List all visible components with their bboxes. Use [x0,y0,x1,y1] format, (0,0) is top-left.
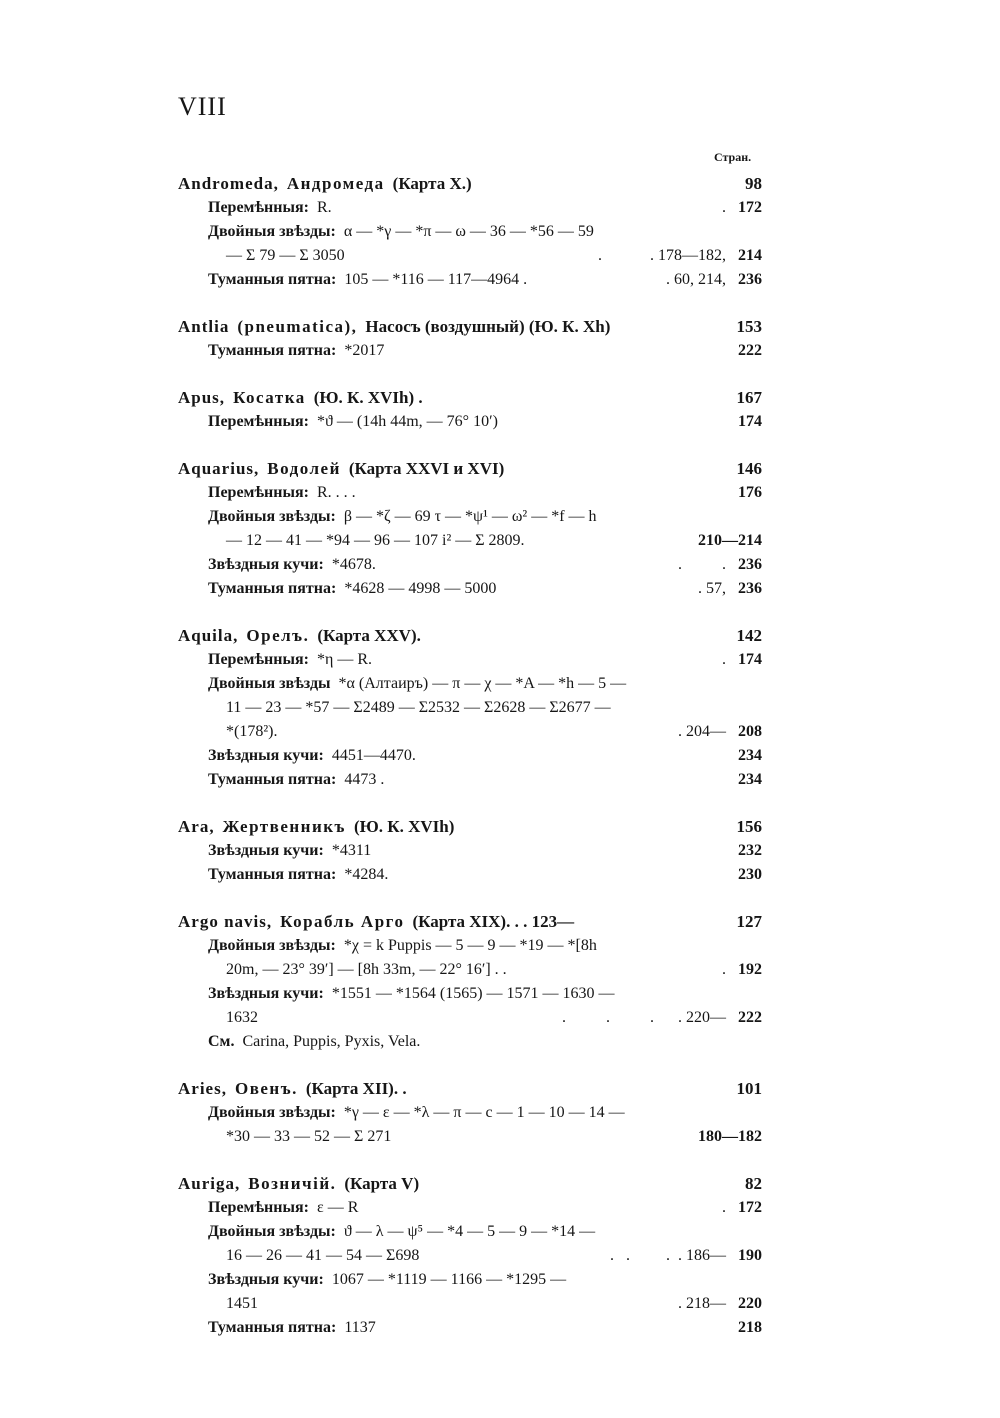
entry-line [178,1292,762,1316]
line-text: *ϑ — (14h 44m, — 76° 10′) [316,413,498,430]
chart-reference: (Карта V) [344,1174,420,1193]
page-reference: 230 [738,866,762,883]
entry-line [178,410,762,434]
chart-reference: (Ю. К. XVIh) [353,817,455,836]
entry-line [178,720,762,744]
page-reference: 234 [738,771,762,788]
dot-leader: . 218— [678,1295,726,1312]
page-reference: 172 [738,199,762,216]
index-entry [178,1077,762,1149]
line-label: Двойныя звѣзды: [208,1223,336,1240]
entry-title [178,457,762,481]
entry-line [178,1006,762,1030]
line-label: Звѣздныя кучи: [208,556,324,573]
page-reference: 156 [736,817,762,836]
dot-leader: . . . . 220— [562,1009,726,1026]
page-number: VIII [178,92,227,121]
entry-line [178,934,762,958]
line-label: Звѣздныя кучи: [208,985,324,1002]
entry-title [178,1077,762,1101]
entry-line [178,958,762,982]
entry-line [178,1101,762,1125]
line-label: Двойныя звѣзды: [208,223,336,240]
entry-line [178,1244,762,1268]
entry-title [178,1172,762,1196]
line-text: R. [316,199,332,216]
line-label: Туманныя пятна: [208,1319,337,1336]
entry-line [178,577,762,601]
entry-line [178,1030,762,1054]
dot-leader: . 57, [698,580,726,597]
chart-reference: (Карта XXVI и XVI) [348,459,505,478]
entry-line [178,1125,762,1149]
entry-title [178,315,762,339]
line-text: 1137 [344,1319,376,1336]
entry-line [178,1316,762,1340]
index-entries [178,172,762,1363]
line-text: 16 — 26 — 41 — 54 — Σ698 [226,1247,420,1264]
page-reference: 174 [738,413,762,430]
dot-leader: . [722,1199,726,1216]
page-reference: 222 [738,1009,762,1026]
column-header: Стран. [714,150,752,164]
entry-line [178,505,762,529]
entry-line [178,196,762,220]
constellation-russian-name: Орелъ. [246,626,310,645]
index-entry [178,1172,762,1340]
entry-line [178,553,762,577]
page-reference: 220 [738,1295,762,1312]
line-label: Перемѣнныя: [208,199,309,216]
page-reference: 180—182 [698,1128,762,1145]
constellation-russian-name: Корабль Арго [280,912,405,931]
constellation-latin-name: Ara, [178,817,215,836]
line-text: *4628 — 4998 — 5000 [344,580,497,597]
page-reference: 101 [736,1079,762,1098]
entry-title [178,172,762,196]
line-text: 1632 [226,1009,258,1026]
line-label: Двойныя звѣзды: [208,937,336,954]
page-reference: 236 [738,556,762,573]
page-reference: 82 [745,1174,762,1193]
entry-line [178,672,762,696]
line-text: *4311 [331,842,372,859]
index-entry [178,386,762,434]
entry-line [178,529,762,553]
page-reference: 167 [736,388,762,407]
index-entry [178,457,762,601]
page-reference: 232 [738,842,762,859]
line-label: Двойныя звѣзды: [208,508,336,525]
page-reference: 142 [736,626,762,645]
line-label: Туманныя пятна: [208,342,337,359]
index-entry [178,172,762,292]
constellation-latin-name: Aquarius, [178,459,260,478]
line-text: *(178²). [226,723,278,740]
constellation-latin-name: Aquila, [178,626,239,645]
entry-line [178,1220,762,1244]
line-text: 105 — *116 — 117—4964 . [344,271,528,288]
page-reference: 98 [745,174,762,193]
line-label: Туманныя пятна: [208,580,337,597]
entry-line [178,268,762,292]
index-entry [178,624,762,792]
line-label: Звѣздныя кучи: [208,842,324,859]
chart-reference: (Ю. К. XVIh) . [313,388,423,407]
line-text: 11 — 23 — *57 — Σ2489 — Σ2532 — Σ2628 — Σ2677 — [226,699,611,716]
constellation-latin-name: Argo navis, [178,912,273,931]
line-text: Carina, Puppis, Pyxis, Vela. [242,1033,421,1050]
line-label: Перемѣнныя: [208,413,309,430]
dot-leader: . . . . 186— [610,1247,726,1264]
line-label: Перемѣнныя: [208,484,309,501]
entry-line [178,339,762,363]
line-text: 20m, — 23° 39′] — [8h 33m, — 22° 16′] . . [226,961,507,978]
chart-reference: (Карта XXV). [317,626,421,645]
dot-leader: . . 178—182, [598,247,726,264]
page-reference: 127 [736,912,762,931]
dot-leader: . . [678,556,726,573]
line-label: Перемѣнныя: [208,651,309,668]
constellation-latin-name: Auriga, [178,1174,241,1193]
line-text: — Σ 79 — Σ 3050 [226,247,345,264]
dot-leader: . [722,651,726,668]
page-reference: 236 [738,271,762,288]
index-entry [178,315,762,363]
line-text: *α (Алтаиръ) — π — χ — *A — *h — 5 — [338,675,627,692]
line-text: 4473 . [344,771,385,788]
constellation-latin-name: Aries, [178,1079,227,1098]
line-text: *30 — 33 — 52 — Σ 271 [226,1128,392,1145]
entry-line [178,744,762,768]
chart-reference: (Карта XIX). . . 123— [412,912,575,931]
page-reference: 172 [738,1199,762,1216]
constellation-russian-name: (pneumatica), [237,317,358,336]
entry-line [178,863,762,887]
line-text: 1067 — *1119 — 1166 — *1295 — [331,1271,567,1288]
line-text: *χ = k Puppis — 5 — 9 — *19 — *[8h [343,937,597,954]
line-label: Туманныя пятна: [208,771,337,788]
page-reference: 192 [738,961,762,978]
line-label: Перемѣнныя: [208,1199,309,1216]
entry-title [178,815,762,839]
line-text: — 12 — 41 — *94 — 96 — 107 i² — Σ 2809. [226,532,525,549]
entry-line [178,696,762,720]
entry-line [178,1196,762,1220]
entry-line [178,1268,762,1292]
chart-reference: (Карта X.) [392,174,472,193]
page-reference: 174 [738,651,762,668]
constellation-latin-name: Andromeda, [178,174,279,193]
entry-title [178,386,762,410]
constellation-russian-name: Овенъ. [234,1079,298,1098]
page-reference: 210—214 [698,532,762,549]
page-reference: 208 [738,723,762,740]
entry-line [178,244,762,268]
line-text: R. . . . [316,484,356,501]
dot-leader: . 60, 214, [666,271,726,288]
line-label: Звѣздныя кучи: [208,1271,324,1288]
line-text: *1551 — *1564 (1565) — 1571 — 1630 — [331,985,615,1002]
line-text: *γ — ε — *λ — π — c — 1 — 10 — 14 — [343,1104,625,1121]
line-label: Двойныя звѣзды [208,675,331,692]
entry-title [178,910,762,934]
line-label: См. [208,1033,235,1050]
page-reference: 236 [738,580,762,597]
constellation-russian-name: Косатка [233,388,306,407]
constellation-russian-name: Жертвенникъ [222,817,346,836]
line-text: β — *ζ — 69 τ — *ψ¹ — ω² — *f — h [343,508,597,525]
index-entry [178,910,762,1054]
constellation-latin-name: Antlia [178,317,230,336]
dot-leader: . 204— [678,723,726,740]
line-text: ε — R [316,1199,359,1216]
constellation-latin-name: Apus, [178,388,226,407]
entry-title [178,624,762,648]
entry-line [178,481,762,505]
line-label: Туманныя пятна: [208,271,337,288]
entry-line [178,768,762,792]
page-reference: 218 [738,1319,762,1336]
line-label: Звѣздныя кучи: [208,747,324,764]
line-text: ϑ — λ — ψ⁵ — *4 — 5 — 9 — *14 — [343,1223,596,1240]
line-label: Туманныя пятна: [208,866,337,883]
dot-leader: . [722,199,726,216]
chart-reference: (Карта XII). . [305,1079,407,1098]
line-text: *2017 [344,342,385,359]
line-label: Двойныя звѣзды: [208,1104,336,1121]
constellation-russian-name: Андромеда [286,174,385,193]
page-reference: 214 [738,247,762,264]
line-text: *4678. [331,556,376,573]
line-text: α — *γ — *π — ω — 36 — *56 — 59 [343,223,594,240]
line-text: *4284. [344,866,389,883]
entry-line [178,648,762,672]
page-reference: 234 [738,747,762,764]
entry-line [178,839,762,863]
page-reference: 146 [736,459,762,478]
line-text: 1451 [226,1295,258,1312]
page-reference: 153 [736,317,762,336]
chart-reference: Насосъ (воздушный) (Ю. К. Xh) [365,317,611,336]
page-reference: 176 [738,484,762,501]
constellation-russian-name: Возничій. [248,1174,337,1193]
line-text: 4451—4470. [331,747,416,764]
index-entry [178,815,762,887]
dot-leader: . [722,961,726,978]
page-reference: 190 [738,1247,762,1264]
entry-line [178,982,762,1006]
page-reference: 222 [738,342,762,359]
line-text: *η — R. [316,651,373,668]
entry-line [178,220,762,244]
constellation-russian-name: Водолей [267,459,341,478]
